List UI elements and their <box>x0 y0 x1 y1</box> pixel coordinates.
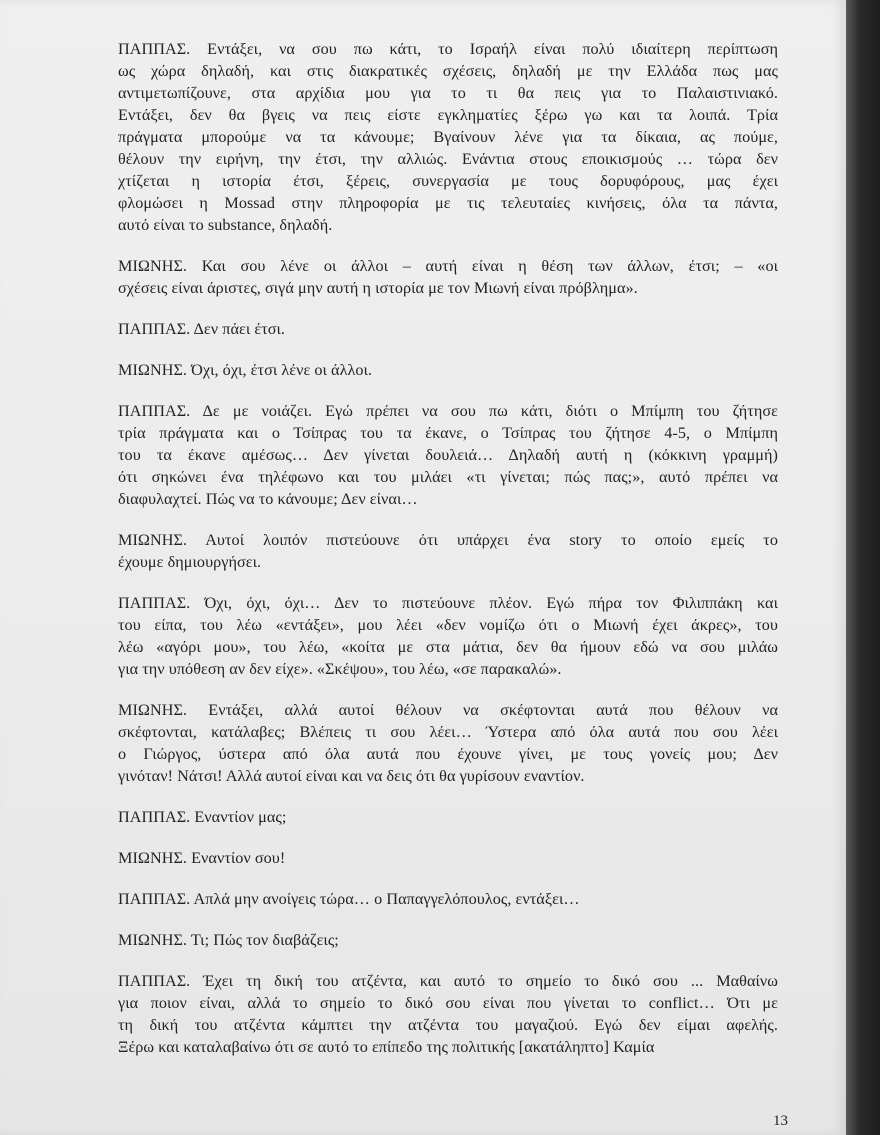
text-line: για την υπόθεση αν δεν είχε». «Σκέψου», του λέω, «σε παρακαλώ». <box>118 660 562 678</box>
dialogue-paragraph <box>118 929 778 951</box>
text-line: ΜΙΩΝΗΣ. Όχι, όχι, έτσι λένε οι άλλοι. <box>118 361 373 379</box>
text-line: αυτό είναι το substance, δηλαδή. <box>118 216 333 234</box>
dialogue-paragraph <box>118 400 778 510</box>
text-line: ΠΑΠΠΑΣ. Δε με νοιάζει. Εγώ πρέπει να σου πω κάτι, διότι ο Μπίμπη του ζήτησε <box>118 402 778 420</box>
dialogue-paragraph <box>118 806 778 828</box>
text-line: διαφυλαχτεί. Πώς να το κάνουμε; Δεν είναι… <box>118 490 418 508</box>
text-line: για ποιον είναι, αλλά το σημείο το δικό σου είναι που γίνεται το conflict… Ότι με <box>118 994 778 1012</box>
text-line: ΠΑΠΠΑΣ. Εναντίον μας; <box>118 808 287 826</box>
text-line: του είπα, του λέω «εντάξει», μου λέει «δεν νομίζω ότι ο Μιωνή έχει άκρες», του <box>118 616 778 634</box>
text-line: ΜΙΩΝΗΣ. Τι; Πώς τον διαβάζεις; <box>118 931 339 949</box>
text-line: ΜΙΩΝΗΣ. Εναντίον σου! <box>118 849 286 867</box>
page-number: 13 <box>773 1113 788 1129</box>
text-line: ο Γιώργος, ύστερα από όλα αυτά που έχουνε γίνει, με τους γονείς μου; Δεν <box>118 745 778 763</box>
text-line: ΜΙΩΝΗΣ. Και σου λένε οι άλλοι – αυτή είναι η θέση των άλλων, έτσι; – «οι <box>118 257 778 275</box>
text-line: ως χώρα δηλαδή, και στις διακρατικές σχέσεις, δηλαδή με την Ελλάδα πως μας <box>118 62 778 80</box>
dialogue-paragraph <box>118 359 778 381</box>
transcript-body <box>118 38 778 1077</box>
text-line: γινόταν! Νάτσι! Αλλά αυτοί είναι και να δεις ότι θα γυρίσουν εναντίον. <box>118 767 585 785</box>
text-line: θέλουν την ειρήνη, την έτσι, την αλλιώς. Ενάντια στους εποικισμούς … τώρα δεν <box>118 150 778 168</box>
text-line: λέω «αγόρι μου», του λέω, «κοίτα με στα μάτια, δεν θα ήμουν εδώ να σου μιλάω <box>118 638 778 656</box>
background-edge <box>846 0 880 1135</box>
text-line: ΠΑΠΠΑΣ. Δεν πάει έτσι. <box>118 320 286 338</box>
text-line: σχέσεις είναι άριστες, σιγά μην αυτή η ιστορία με τον Μιωνή είναι πρόβλημα». <box>118 279 638 297</box>
text-line: αντιμετωπίζουνε, στα αρχίδια μου για το τι θα πεις για το Παλαιστινιακό. <box>118 84 778 102</box>
text-line: ότι σηκώνει ένα τηλέφωνο και του μιλάει «τι γίνεται; πώς πας;», αυτό πρέπει να <box>118 468 778 486</box>
text-line: πράγματα μπορούμε να τα κάνουμε; Βγαίνουν λένε για τα δίκαια, ας πούμε, <box>118 128 778 146</box>
dialogue-paragraph <box>118 592 778 680</box>
dialogue-paragraph <box>118 847 778 869</box>
text-line: Εντάξει, δεν θα βγεις να πεις είστε εγκληματίες ξέρω γω και τα λοιπά. Τρία <box>118 106 778 124</box>
text-line: ΜΙΩΝΗΣ. Εντάξει, αλλά αυτοί θέλουν να σκέφτονται αυτά που θέλουν να <box>118 701 778 719</box>
text-line: ΜΙΩΝΗΣ. Αυτοί λοιπόν πιστεύουνε ότι υπάρχει ένα story το οποίο εμείς το <box>118 531 778 549</box>
text-line: του τα έκανε αμέσως… Δεν γίνεται δουλειά… Δηλαδή αυτή η (κόκκινη γραμμή) <box>118 446 778 464</box>
text-line: ΠΑΠΠΑΣ. Έχει τη δική του ατζέντα, και αυτό το σημείο το δικό σου ... Μαθαίνω <box>118 972 778 990</box>
text-line: ΠΑΠΠΑΣ. Απλά μην ανοίγεις τώρα… ο Παπαγγελόπουλος, εντάξει… <box>118 890 580 908</box>
text-line: σκέφτονται, κατάλαβες; Βλέπεις τι σου λέει… Ύστερα από όλα αυτά που σου λέει <box>118 723 778 741</box>
dialogue-paragraph <box>118 970 778 1058</box>
text-line: Ξέρω και καταλαβαίνω ότι σε αυτό το επίπεδο της πολιτικής [ακατάληπτο] Καμία <box>118 1038 655 1056</box>
text-line: ΠΑΠΠΑΣ. Όχι, όχι, όχι… Δεν το πιστεύουνε πλέον. Εγώ πήρα τον Φιλιππάκη και <box>118 594 778 612</box>
dialogue-paragraph <box>118 255 778 299</box>
dialogue-paragraph <box>118 529 778 573</box>
dialogue-paragraph <box>118 699 778 787</box>
text-line: έχουμε δημιουργήσει. <box>118 553 262 571</box>
text-line: ΠΑΠΠΑΣ. Εντάξει, να σου πω κάτι, το Ισραήλ είναι πολύ ιδιαίτερη περίπτωση <box>118 40 778 58</box>
dialogue-paragraph <box>118 38 778 236</box>
text-line: τρία πράγματα και ο Τσίπρας του τα έκανε, ο Τσίπρας του ζήτησε 4-5, ο Μπίμπη <box>118 424 778 442</box>
dialogue-paragraph <box>118 318 778 340</box>
dialogue-paragraph <box>118 888 778 910</box>
text-line: φλομώσει η Mossad στην πληροφορία με τις τελευταίες κινήσεις, όλα τα πάντα, <box>118 194 778 212</box>
text-line: χτίζεται η ιστορία έτσι, ξέρεις, συνεργασία με τους δορυφόρους, μας έχει <box>118 172 778 190</box>
text-line: τη δική του ατζέντα κάμπτει την ατζέντα του μαγαζιού. Εγώ δεν είμαι αφελής. <box>118 1016 778 1034</box>
